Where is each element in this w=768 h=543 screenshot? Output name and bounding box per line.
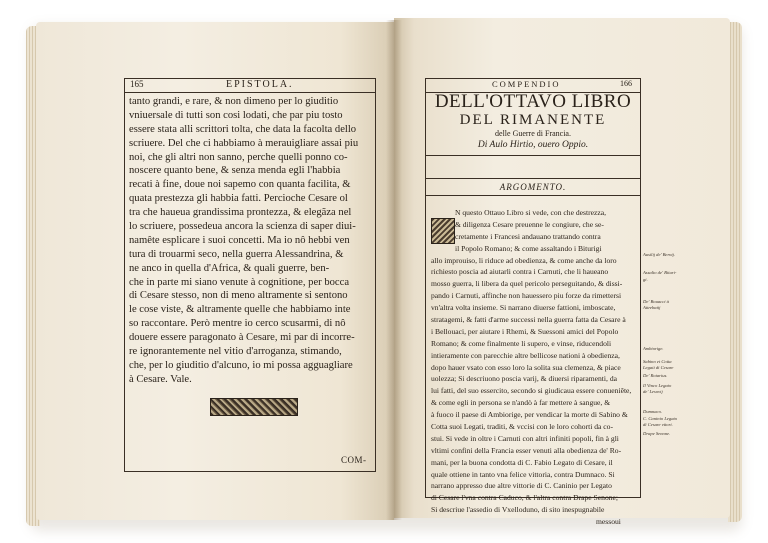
- text-line: cretamente i Francesi andauano trattando contra: [455, 231, 601, 241]
- text-line: scriuere. Del che ci habbiamo à merauigliare assai piu: [129, 137, 359, 149]
- text-line: tra che haueua grandissima prontezza, & elegãza nel: [129, 207, 352, 219]
- text-line: essere stata alli scrittori tolta, che data la facolta dello: [129, 123, 357, 135]
- text-line: tanto grandi, e rare, & non dimeno per lo giuditio: [129, 96, 339, 107]
- text-line: vniuersale di tutti son cosi lodati, che par piu tosto: [129, 109, 343, 121]
- book-subtitle: delle Guerre di Francia.: [495, 129, 571, 138]
- text-line: re ignorantemente nel vitio d'arroganza, stimando,: [129, 346, 342, 358]
- text-line: Cotta suoi Legati, traditi, & vccisi con le loro cohorti da co-: [431, 422, 613, 432]
- argument-bottom-rule: [425, 195, 640, 196]
- text-line: mosso guerra, li libera da quel pericolo perseguitando, & dissi-: [431, 279, 623, 289]
- text-line: i Bellouaci, per aiutare i Rhemi, & Suessoni amici del Popolo: [431, 326, 619, 336]
- text-line: namête esplicare i suoi concetti. Ma io nô hebbi ven: [129, 234, 350, 246]
- margin-note: C. Caninio Legato: [643, 416, 678, 421]
- margin-note: De' Bouacci à: [643, 299, 669, 304]
- text-line: le cose viste, & altramente quelle che habbiamo inte: [129, 304, 351, 316]
- left-body-text: [129, 95, 358, 387]
- text-line: che, per lo giuditio d'alcuno, io mi possa agguagliare: [129, 359, 353, 371]
- left-running-head: EPISTOLA.: [226, 79, 294, 90]
- text-line: uolezza; Si descriuono poscia varij, & diuersi riparamenti, da: [431, 374, 617, 384]
- right-page-stack-edge: [728, 22, 742, 522]
- text-line: dopo hauer vsato con esso loro la solita sua clemenza, & piace: [431, 362, 621, 372]
- margin-note: de' Lesovij: [643, 389, 663, 394]
- margin-note: Legati di Cesare: [643, 365, 674, 370]
- text-line: pando i Carnuti, affinche non hauessero piu forze da rimettersi: [431, 291, 622, 301]
- margin-note: Drape Senone.: [643, 431, 671, 436]
- book-attribution: Di Aulo Hirtio, ouero Oppio.: [477, 140, 589, 150]
- margin-note: Assalto de' Bituri-: [643, 270, 677, 275]
- text-line: vn'altra volta insieme. Si narrano diuerse fattioni, imboscate,: [431, 303, 616, 313]
- text-line: tura di trouarmi seco, nella guerra Alessandrina, &: [129, 248, 344, 260]
- margin-note: gi.: [643, 277, 648, 282]
- text-line: stui. Si vede in oltre i Carnuti con altri infiniti popoli, fin à gli: [431, 433, 619, 443]
- margin-note: Sabino et Cotta: [643, 359, 672, 364]
- text-line: noscere quanto bene, & senza menda egli l'habbia: [129, 165, 341, 177]
- text-line: di Cesare stesso, non di meno altramente si sentono: [129, 290, 348, 302]
- text-line: intieramente con parecchie altre bellicose nationi à obedienza,: [431, 350, 620, 360]
- text-line: che in parte mi siano venute à cognitione, per bocca: [129, 276, 350, 288]
- text-line: quale ottiene in tanto vna felice vittoria, contra Dumnaco. Si: [431, 469, 615, 479]
- margin-note: Ambiorige.: [643, 346, 664, 351]
- text-line: mani, per la buona condotta di C. Fabio Legato di Cesare, il: [431, 457, 613, 467]
- margin-note: De' Rotarius.: [643, 373, 668, 378]
- margin-note: Ausilij de' Beroij.: [643, 252, 676, 257]
- text-line: à Cesare. Vale.: [129, 373, 192, 385]
- text-line: so raccontare. Però mentre io cerco scusarmi, di nô: [129, 318, 346, 330]
- right-body-text: [431, 207, 631, 528]
- margin-note: di Cesare vttori.: [643, 422, 673, 427]
- book-gutter: [386, 20, 402, 520]
- left-page-number: 165: [130, 79, 144, 89]
- text-line: recati à fine, doue noi sapemo con quanta facilita, &: [129, 179, 351, 191]
- text-line: lo scriuere, possedeua ancora la scienza di saper diui-: [129, 221, 356, 233]
- text-line: quata prestezza gli habbia fatti. Percioche Cesare ol: [129, 193, 348, 205]
- text-line: douere essere paragonato à Cesare, mi par di incorre-: [129, 332, 355, 344]
- text-line: vltimi confini della Francia esser venuti alla obedienza de' Ro-: [431, 445, 622, 455]
- text-line: lui fatti, del suo essercito, secondo si giudicaua essere conueniête,: [431, 386, 632, 396]
- text-line: stratagemi, & fatti d'arme successi nella guerra fatta da Cesare à: [431, 315, 626, 325]
- text-line: richiesto poscia ad aiutarli contra i Carnuti, che li haueano: [431, 267, 609, 277]
- book-title-line2: DEL RIMANENTE: [459, 112, 607, 128]
- right-page-number: 166: [620, 79, 632, 88]
- text-line: & diligenza Cesare preuenne le congiure, che se-: [455, 219, 604, 229]
- text-line: il Popolo Romano; & come assaltando i Biturigi: [455, 243, 602, 253]
- catchword: COM-: [341, 455, 367, 465]
- text-line: Romano; & come finalmente li supero, e vinse, riducendoli: [431, 338, 612, 348]
- text-line: à fuoco il paese di Ambiorige, per vendicar la morte di Sabino &: [431, 410, 628, 420]
- text-line: di Cesare l'vna contra Caduco, & l'altra contra Drape Senone;: [431, 493, 619, 503]
- ornament-headpiece: [210, 398, 298, 416]
- text-line: Si descriue l'assedio di Vxelloduno, di sito inespugnabile: [431, 505, 605, 515]
- title-rule: [425, 155, 640, 156]
- margin-note: Dumnaco.: [643, 409, 663, 414]
- section-heading-argomento: ARGOMENTO.: [499, 182, 567, 192]
- margin-note: Il Vinco Legato: [643, 383, 672, 388]
- book-title-line1: DELL'OTTAVO LIBRO: [434, 91, 632, 112]
- text-line: N questo Ottauo Libro si vede, con che destrezza,: [455, 208, 606, 217]
- text-line: narrano appresso due altre vittorie di C. Caninio per Legato: [431, 481, 612, 491]
- right-running-head: COMPENDIO: [492, 79, 561, 89]
- argument-top-rule: [425, 178, 640, 179]
- text-line: & come egli in persona se n'andò à far mettere à sangue, &: [431, 398, 611, 408]
- left-head-rule: [124, 92, 376, 93]
- text-line: noi, che gli altri non sanno, perche quelli ponno co-: [129, 151, 348, 163]
- text-line: messoui: [596, 517, 621, 527]
- text-line: allo improuiso, li riduce ad obedienza, & come anche da loro: [431, 255, 617, 265]
- text-line: ne anco in quella d'Africa, & quali guerre, ben-: [129, 262, 330, 274]
- margin-note: Attrebatij: [643, 305, 661, 310]
